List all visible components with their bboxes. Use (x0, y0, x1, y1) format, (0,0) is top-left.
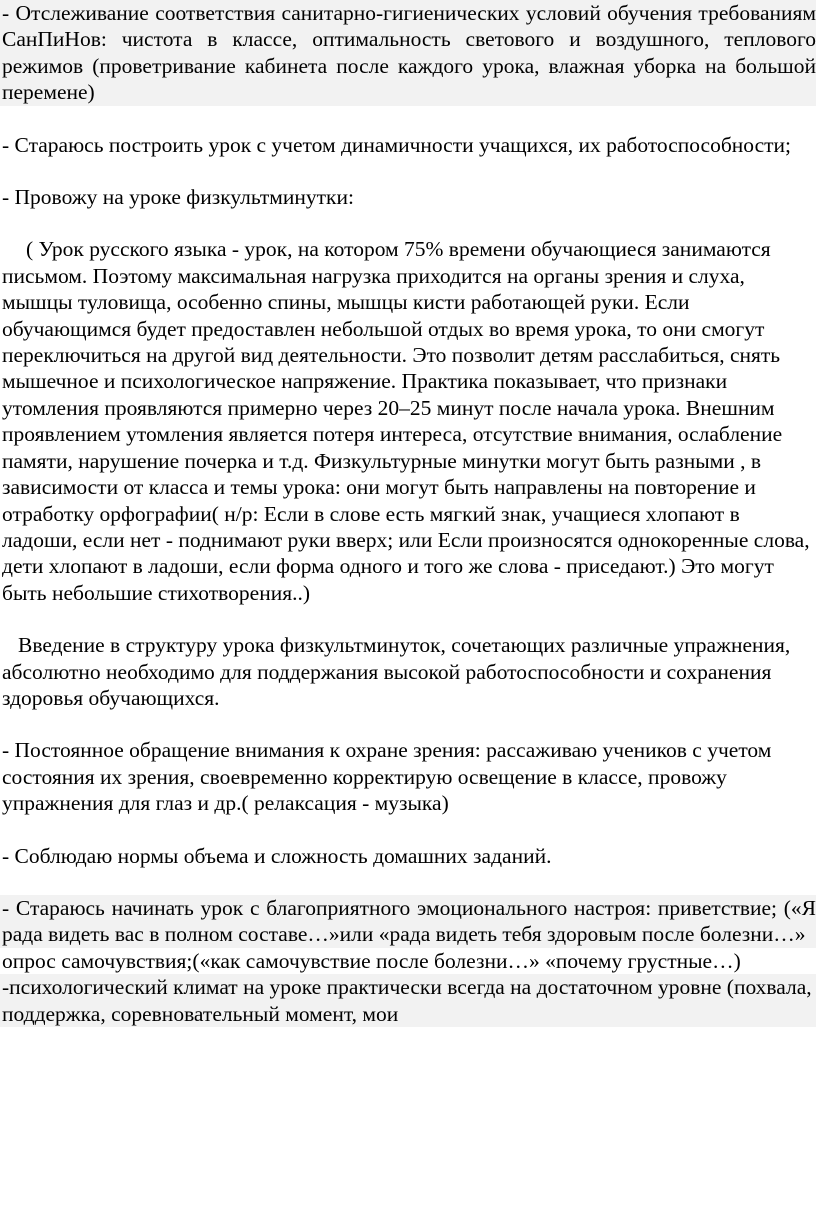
paragraph-spacer (0, 158, 816, 184)
paragraph-physical-minutes: - Провожу на уроке физкультминутки: (2, 185, 354, 210)
paragraph-spacer (0, 869, 816, 895)
paragraph-spacer (0, 606, 816, 632)
paragraph-spacer (0, 711, 816, 737)
paragraph-homework: - Соблюдаю нормы объема и сложность домашних заданий. (2, 843, 552, 868)
paragraph-russian-lesson: ( Урок русского языка - урок, на котором 75% времени обучающиеся занимаются письмом. Поэтому максимальная нагрузка приходится на органы зрения и слуха, мышцы туловища, особенно спины, мышцы кисти работающей руки. Если обучающимся будет предоставлен небольшой отдых во время урока, то они смогут переключиться на другой вид деятельности. Это позволит детям расслабиться, снять мышечное и психологическое напряжение. Практика показывает, что признаки утомления проявляются примерно через 20–25 минут после начала урока. Внешним проявлением утомления является потеря интереса, отсутствие внимания, ослабление памяти, нарушение почерка и т.д. Физкультурные минутки могут быть разными , в зависимости от класса и темы урока: они могут быть направлены на повторение и отработку орфографии( н/р: Если в слове есть мягкий знак, учащиеся хлопают в ладоши, если нет - поднимают руки вверх; или Если произносятся однокоренные слова, дети хлопают в ладоши, если форма одного и того же слова - приседают.) Это могут быть небольшие стихотворения..) (2, 237, 810, 605)
paragraph-sanitary-conditions: - Отслеживание соответствия санитарно-гигиенических условий обучения требованиям СанПиНов: чистота в классе, оптимальность светового и воздушного, теплового режимов (проветривание кабинета после каждого урока, влажная уборка на большой перемене) (2, 1, 816, 105)
paragraph-spacer (0, 210, 816, 236)
paragraph-spacer (0, 106, 816, 132)
paragraph-spacer (0, 817, 816, 843)
paragraph-eyesight: - Постоянное обращение внимания к охране зрения: рассаживаю учеников с учетом состояния их зрения, своевременно корректирую освещение в классе, провожу упражнения для глаз и др.( релаксация - музыка) (2, 738, 772, 816)
paragraph-emotional-mood: - Стараюсь начинать урок с благоприятного эмоционального настроя: приветствие; («Я рада видеть вас в полном составе…»или «рада видеть тебя здоровым после болезни…» (2, 895, 816, 947)
paragraph-psych-climate: -психологический климат на уроке практически всегда на достаточном уровне (похвала, поддержка, соревновательный момент, мои (0, 974, 816, 1027)
paragraph-exercise-intro: Введение в структуру урока физкультминуток, сочетающих различные упражнения, абсолютно необходимо для поддержания высокой работоспособности и сохранения здоровья обучающихся. (2, 633, 791, 710)
paragraph-wellbeing-survey: опрос самочувствия;(«как самочувствие после болезни…» «почему грустные…) (2, 948, 741, 973)
paragraph-lesson-dynamics: - Стараюсь построить урок с учетом динамичности учащихся, их работоспособности; (2, 132, 791, 157)
